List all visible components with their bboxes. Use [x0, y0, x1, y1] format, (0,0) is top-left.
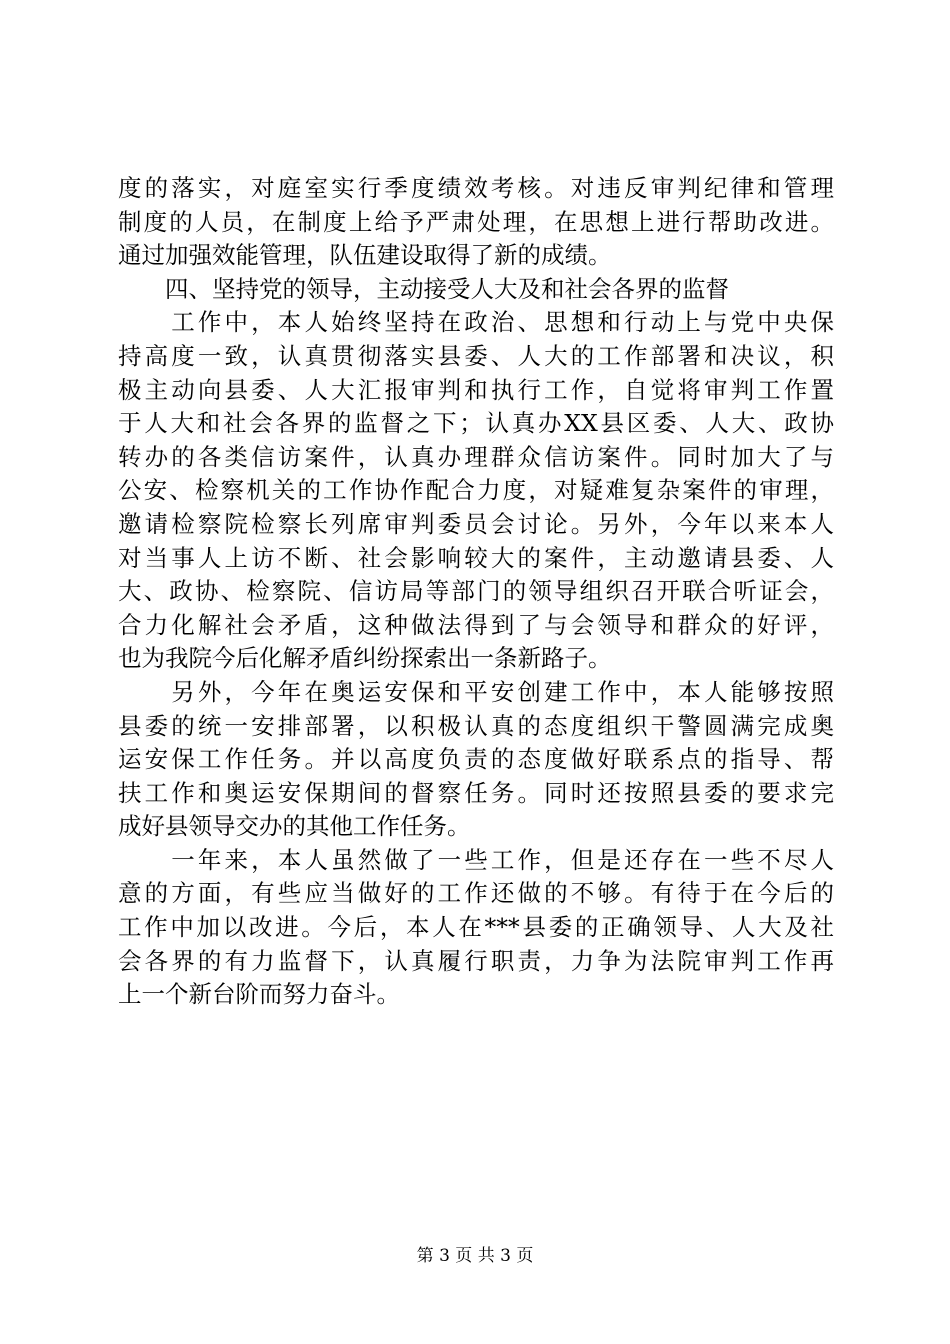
text-line: 公安、检察机关的工作协作配合力度，对疑难复杂案件的审理， [118, 476, 834, 505]
text-line: 持高度一致，认真贯彻落实县委、人大的工作部署和决议，积 [118, 341, 834, 370]
text-line: 也为我院今后化解矛盾纠纷探索出一条新路子。 [118, 644, 612, 673]
text-line: 大、政协、检察院、信访局等部门的领导组织召开联合听证会， [118, 577, 834, 606]
text-line: 合力化解社会矛盾，这种做法得到了与会领导和群众的好评， [118, 610, 834, 639]
text-line: 极主动向县委、人大汇报审判和执行工作，自觉将审判工作置 [118, 375, 834, 404]
text-line: 工作中，本人始终坚持在政治、思想和行动上与党中央保 [118, 308, 834, 337]
text-line: 运安保工作任务。并以高度负责的态度做好联系点的指导、帮 [118, 745, 834, 774]
text-line: 度的落实，对庭室实行季度绩效考核。对违反审判纪律和管理 [118, 174, 834, 202]
text-line: 邀请检察院检察长列席审判委员会讨论。另外，今年以来本人 [118, 509, 834, 538]
text-line: 通过加强效能管理，队伍建设取得了新的成绩。 [118, 241, 612, 270]
text-line: 会各界的有力监督下，认真履行职责，力争为法院审判工作再 [118, 946, 834, 975]
text-line: 成好县领导交办的其他工作任务。 [118, 812, 471, 841]
text-line: 四、坚持党的领导，主动接受人大及和社会各界的监督 [118, 274, 729, 303]
text-line: 上一个新台阶而努力奋斗。 [118, 980, 400, 1009]
text-line: 对当事人上访不断、社会影响较大的案件，主动邀请县委、人 [118, 543, 834, 572]
text-line: 制度的人员，在制度上给予严肃处理，在思想上进行帮助改进。 [118, 207, 834, 236]
document-body [118, 172, 834, 1012]
text-line: 一年来，本人虽然做了一些工作，但是还存在一些不尽人 [118, 845, 834, 874]
text-line: 县委的统一安排部署，以积极认真的态度组织干警圆满完成奥 [118, 711, 834, 740]
text-line: 于人大和社会各界的监督之下；认真办XX县区委、人大、政协 [118, 409, 834, 438]
page-footer: 第 3 页 共 3 页 [416, 1246, 534, 1266]
text-line: 工作中加以改进。今后，本人在***县委的正确领导、人大及社 [118, 913, 834, 942]
text-line: 扶工作和奥运安保期间的督察任务。同时还按照县委的要求完 [118, 778, 834, 807]
text-line: 意的方面，有些应当做好的工作还做的不够。有待于在今后的 [118, 879, 834, 908]
text-line: 转办的各类信访案件，认真办理群众信访案件。同时加大了与 [118, 442, 834, 471]
text-line: 另外，今年在奥运安保和平安创建工作中，本人能够按照 [118, 677, 834, 706]
